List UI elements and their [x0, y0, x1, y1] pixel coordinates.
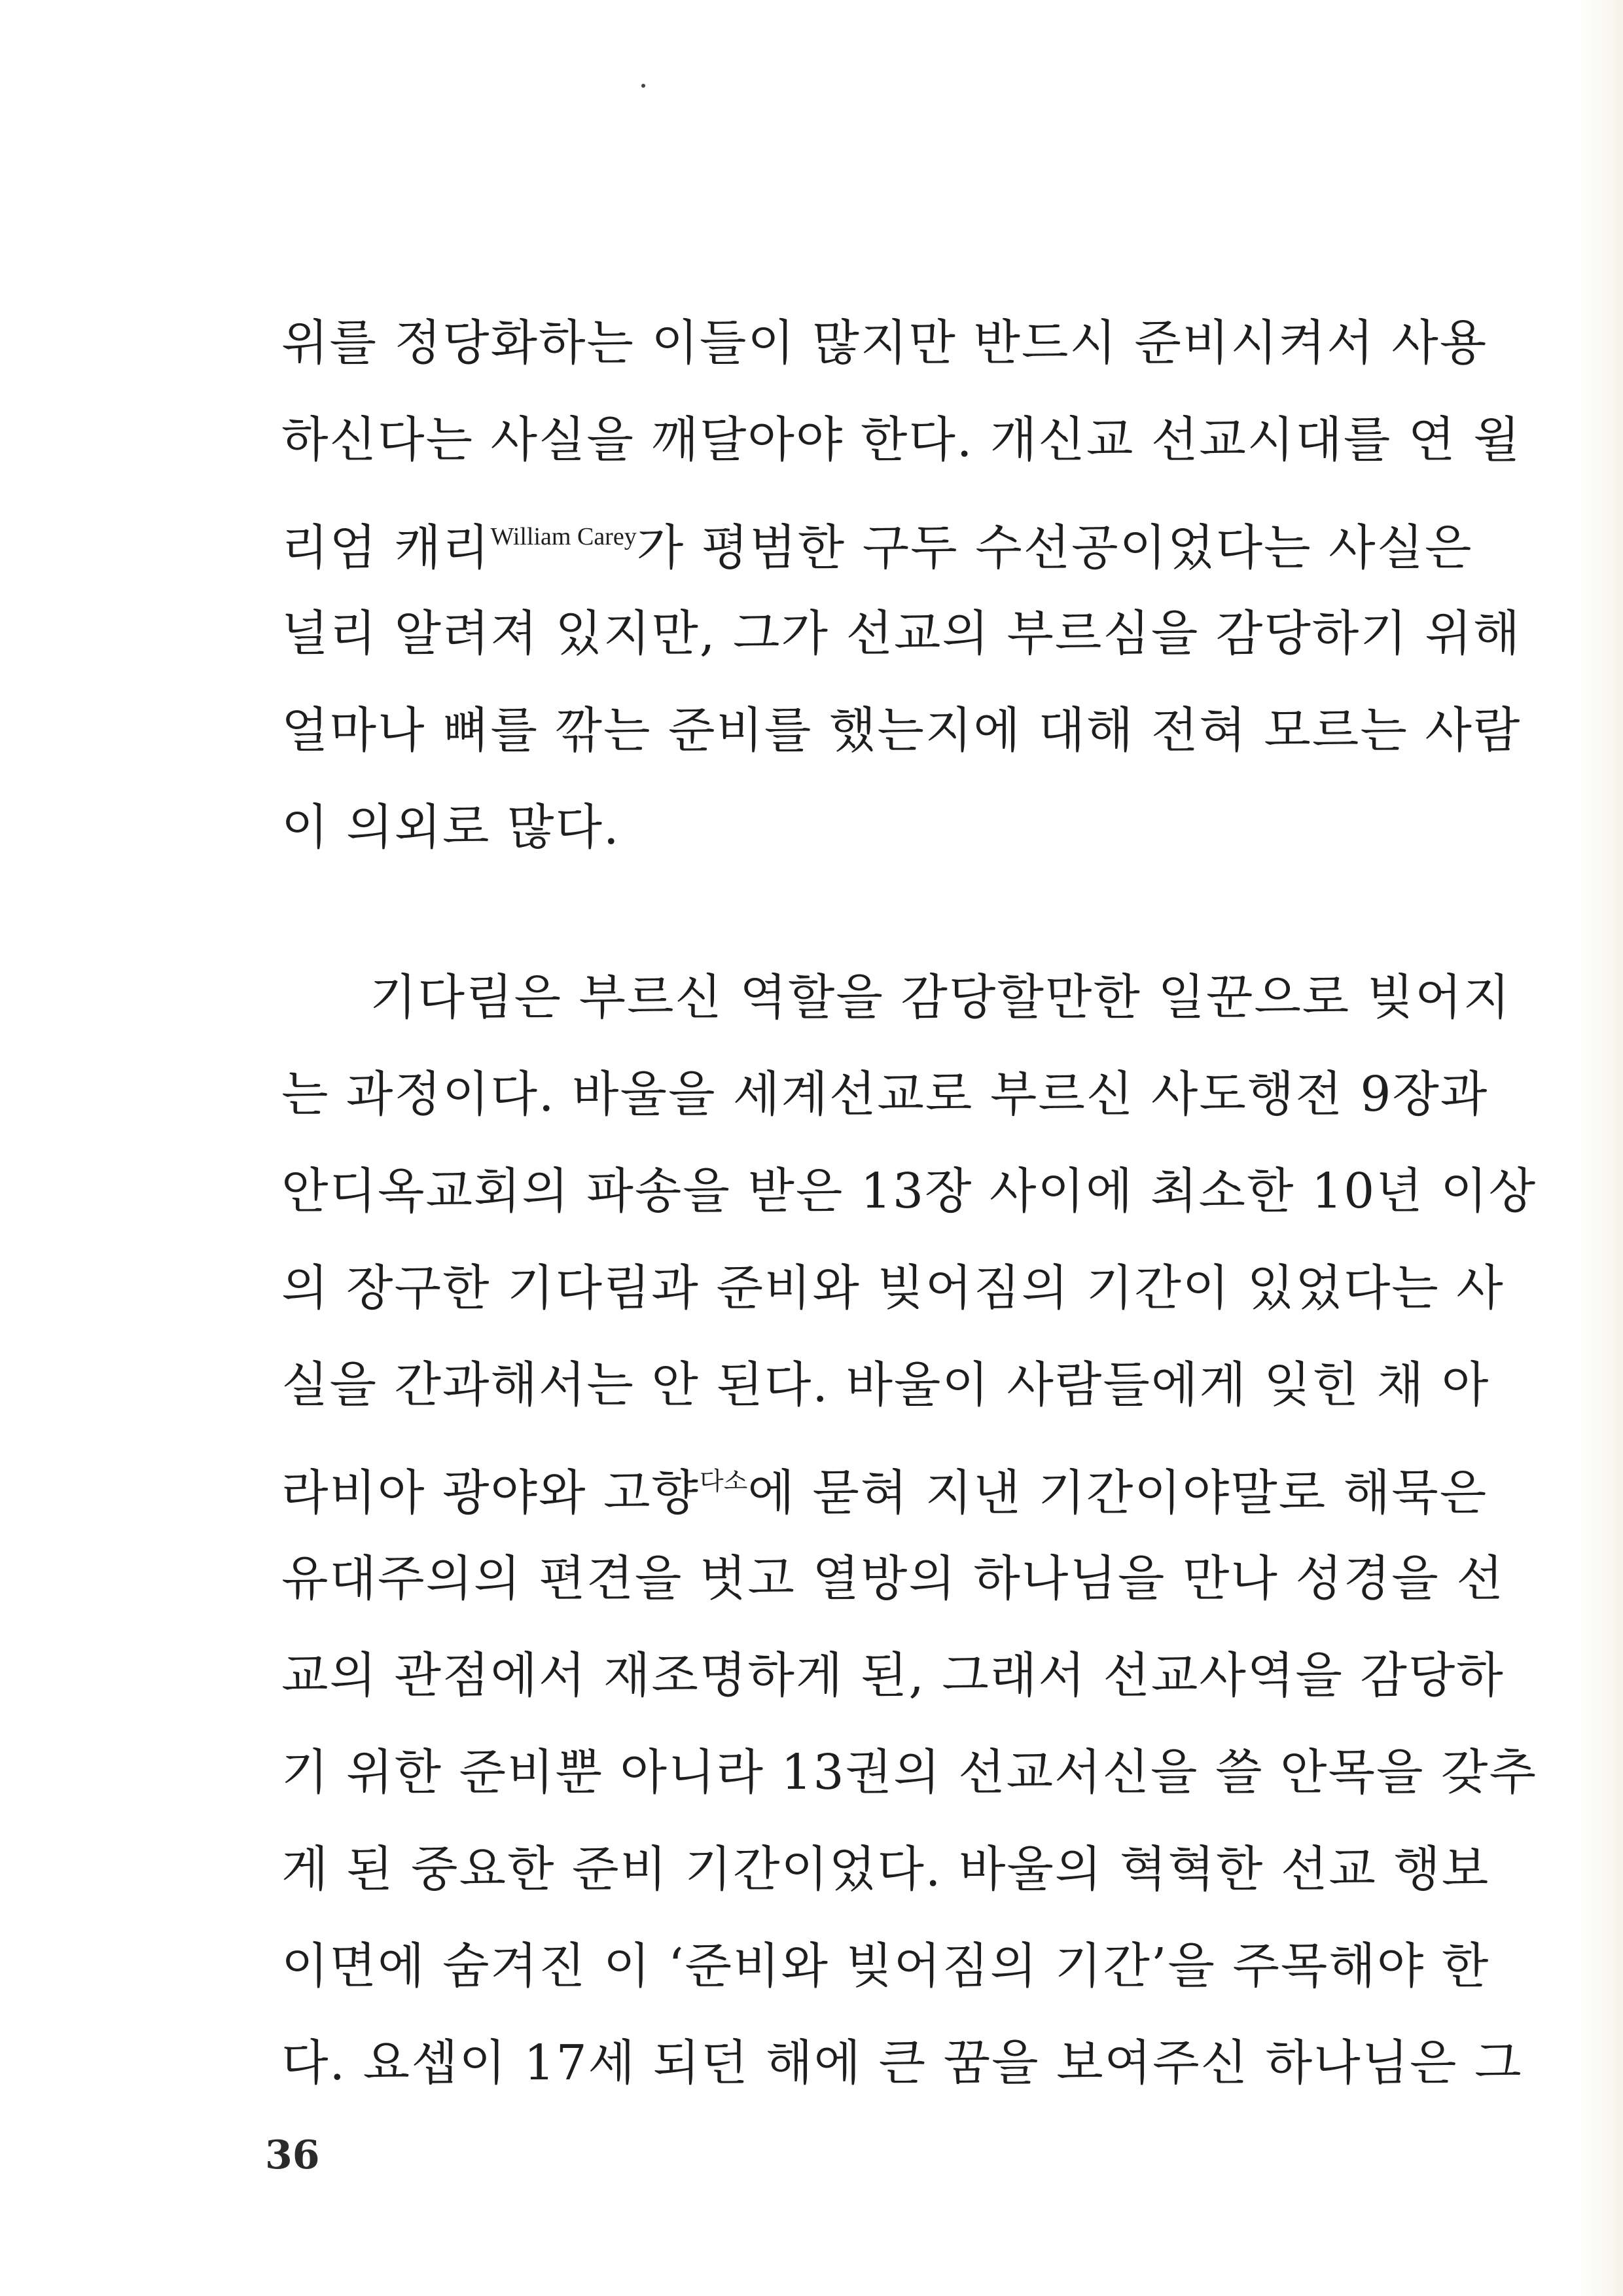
- text-line: [281, 488, 1473, 585]
- text-fragment: 에 묻혀 지낸 기간이야말로 해묵은: [747, 1465, 1488, 1521]
- text-line: 실을 간과해서는 안 된다. 바울이 사람들에게 잊힌 채 아: [281, 1357, 1490, 1413]
- text-line: 위를 정당화하는 이들이 많지만 반드시 준비시켜서 사용: [281, 315, 1488, 371]
- paragraph-2: [281, 949, 1537, 2111]
- text-line: 교의 관점에서 재조명하게 된, 그래서 선교사역을 감당하: [281, 1647, 1505, 1704]
- text-line: [281, 1433, 1488, 1530]
- text-line: 기다림은 부르신 역할을 감당할만한 일꾼으로 빚어지: [370, 969, 1512, 1026]
- text-line: 는 과정이다. 바울을 세계선교로 부르신 사도행전 9장과: [281, 1066, 1489, 1122]
- text-line: 안디옥교회의 파송을 받은 13장 사이에 최소한 10년 이상: [281, 1163, 1537, 1219]
- text-line: 의 장구한 기다림과 준비와 빚어짐의 기간이 있었다는 사: [281, 1260, 1505, 1316]
- text-fragment: 가 평범한 구두 수선공이었다는 사실은: [636, 520, 1473, 576]
- header-dot-mark: [641, 84, 645, 88]
- text-fragment: 리엄 캐리: [281, 520, 491, 576]
- superscript-annotation: 다소: [699, 1468, 748, 1496]
- text-line: 이 의외로 많다.: [281, 799, 620, 855]
- superscript-annotation: William Carey: [490, 523, 637, 550]
- scan-shadow-edge: [1577, 0, 1623, 2296]
- page-number: 36: [265, 2132, 320, 2178]
- text-line: 유대주의의 편견을 벗고 열방의 하나님을 만나 성경을 선: [281, 1551, 1505, 1607]
- text-line: 하신다는 사실을 깨달아야 한다. 개신교 선교시대를 연 윌: [281, 412, 1522, 468]
- text-line: 널리 알려져 있지만, 그가 선교의 부르심을 감당하기 위해: [281, 605, 1522, 662]
- text-line: 다. 요셉이 17세 되던 해에 큰 꿈을 보여주신 하나님은 그: [281, 2035, 1523, 2091]
- paragraph-1: [281, 295, 1522, 876]
- text-line: 얼마나 뼈를 깎는 준비를 했는지에 대해 전혀 모르는 사람: [281, 702, 1522, 759]
- text-line: 기 위한 준비뿐 아니라 13권의 선교서신을 쓸 안목을 갖추: [281, 1744, 1537, 1801]
- text-line: 이면에 숨겨진 이 ‘준비와 빚어짐의 기간’을 주목해야 한: [281, 1938, 1490, 1994]
- text-fragment: 라비아 광야와 고향: [281, 1465, 700, 1521]
- text-line: 게 된 중요한 준비 기간이었다. 바울의 혁혁한 선교 행보: [281, 1841, 1490, 1897]
